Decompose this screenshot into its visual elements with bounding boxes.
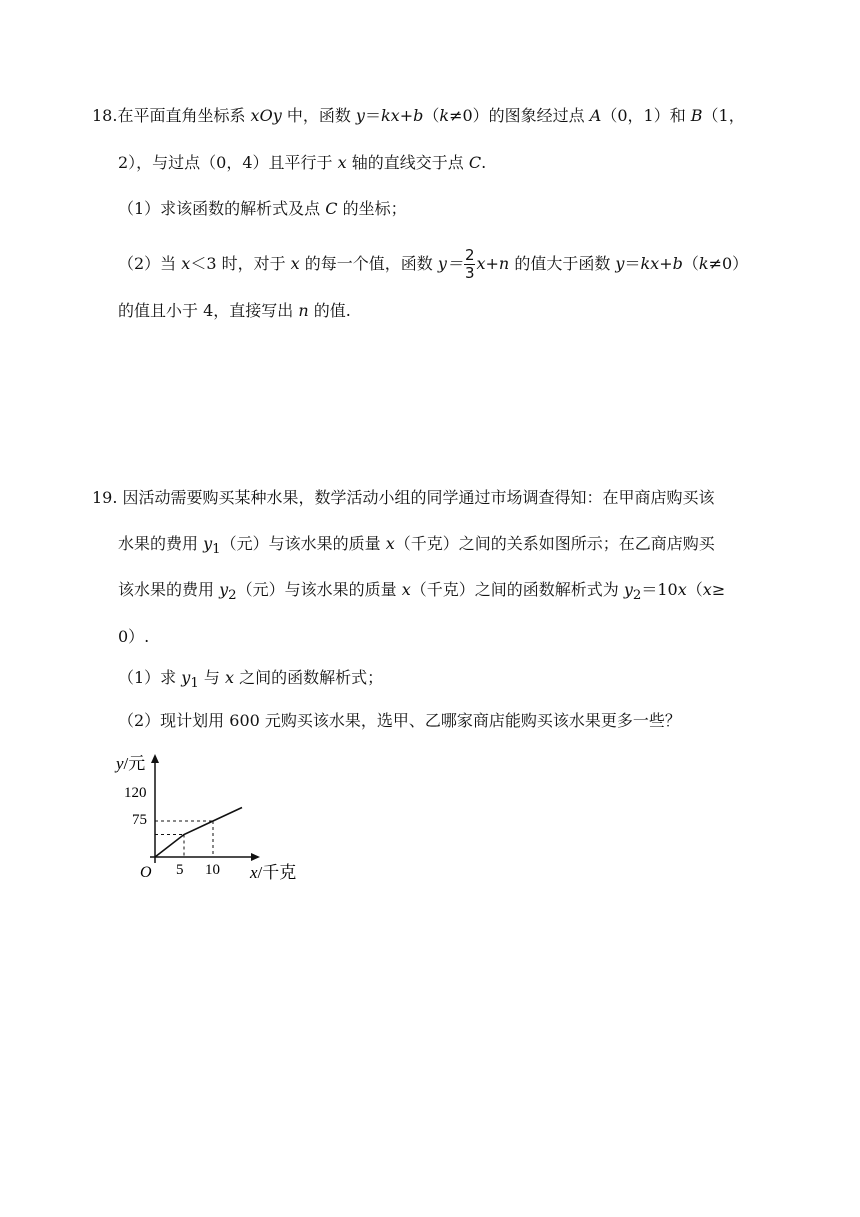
y-tick-120: 120: [124, 785, 147, 801]
q18-text: .: [481, 153, 487, 172]
q19-part1-text: 与: [198, 668, 225, 687]
q18-part2-text: （: [682, 254, 699, 273]
q18-line-1: [92, 106, 745, 126]
q18-text: （: [423, 106, 440, 125]
var-kx: kx: [640, 254, 660, 273]
var-y: y: [219, 580, 229, 599]
y-tick-75: 75: [132, 812, 147, 828]
q18-text: 中，函数: [281, 106, 356, 125]
var-x: x: [385, 534, 395, 553]
q19-line-2: [118, 534, 715, 560]
q18-part1-text: 的坐标；: [337, 199, 407, 218]
origin-label: O: [140, 864, 152, 881]
coord-system-label: xOy: [250, 106, 282, 125]
y-axis-label: y/元: [116, 754, 146, 773]
q19-text: 该水果的费用: [118, 580, 220, 599]
q18-text: （0，1）和: [601, 106, 691, 125]
q18-part-1: [118, 199, 407, 219]
q19-part1-text: （1）求: [118, 668, 182, 687]
q19-text: ＝10: [641, 580, 678, 599]
y-axis-arrow: [151, 754, 159, 763]
var-x: x: [677, 580, 687, 599]
point-a: A: [589, 106, 602, 125]
subscript-1: 1: [190, 676, 199, 692]
subscript-1: 1: [212, 542, 221, 558]
q18-part2-text: +: [659, 254, 673, 273]
q18-part2-text: 的值且小于 4，直接写出: [118, 301, 299, 320]
q18-text: +: [399, 106, 414, 125]
q18-text: 轴的直线交于点: [346, 153, 469, 172]
q19-part-2: [118, 711, 681, 731]
var-x: x: [181, 254, 191, 273]
fraction-denominator: 3: [464, 264, 475, 282]
q19-part1-text: 之间的函数解析式；: [234, 668, 384, 687]
x-tick-10: 10: [205, 862, 220, 878]
var-k: k: [439, 106, 450, 125]
fraction-two-thirds: [464, 248, 476, 281]
q18-part2-text: ≠0）: [708, 254, 749, 273]
q18-text: （1，: [702, 106, 745, 125]
q18-text: ≠0）: [449, 106, 489, 125]
var-x: x: [401, 580, 411, 599]
var-y: y＝: [437, 254, 463, 273]
var-n: n: [298, 301, 309, 320]
q19-text: 19. 因活动需要购买某种水果，数学活动小组的同学通过市场调查得知：在甲商店购买该: [92, 488, 715, 507]
q18-part2-text: 的每一个值，函数: [299, 254, 438, 273]
point-c: C: [325, 199, 338, 218]
point-c: C: [468, 153, 482, 172]
var-x: x: [702, 580, 712, 599]
q19-text: （元）与该水果的质量: [220, 534, 386, 553]
q19-line-1: [92, 488, 715, 508]
q18-part1-text: （1）求该函数的解析式及点: [118, 199, 326, 218]
var-x: x: [476, 254, 486, 273]
fraction-numerator: 2: [464, 246, 475, 264]
q18-part-2-line-2: [118, 301, 351, 321]
var-b: b: [413, 106, 424, 125]
var-n: n: [498, 254, 510, 273]
q19-line-4: [118, 627, 149, 647]
var-kx: kx: [380, 106, 400, 125]
var-y: y: [355, 106, 365, 125]
q19-line-3: [118, 580, 725, 606]
q18-part2-text: +: [485, 254, 499, 273]
q19-text: （千克）之间的关系如图所示；在乙商店购买: [394, 534, 715, 553]
var-y: y: [615, 254, 625, 273]
q18-part2-text: 的值.: [308, 301, 351, 320]
q18-part-2: [118, 248, 748, 281]
q18-line-2: [118, 153, 486, 173]
var-y: y: [203, 534, 213, 553]
q18-text: 18.在平面直角坐标系: [92, 106, 251, 125]
x-tick-5: 5: [176, 862, 184, 878]
subscript-2: 2: [228, 588, 237, 604]
q19-part-1: [118, 668, 383, 694]
q19-text: 水果的费用: [118, 534, 204, 553]
q19-text: （: [686, 580, 703, 599]
x-axis-arrow: [251, 853, 260, 861]
q18-part2-text: ＝: [624, 254, 641, 273]
q18-part2-text: （2）当: [118, 254, 182, 273]
var-k: k: [698, 254, 709, 273]
var-x: x: [337, 153, 347, 172]
q18-text: 2），与过点（0，4）且平行于: [118, 153, 338, 172]
cost-weight-graph: [100, 745, 330, 895]
var-x: x: [290, 254, 300, 273]
q19-text: ≥: [711, 580, 726, 599]
q19-text: 0）.: [118, 627, 150, 646]
var-y: y: [623, 580, 633, 599]
cost-function-line: [155, 808, 242, 858]
q18-part2-text: 的值大于函数: [509, 254, 616, 273]
q18-text: ＝: [364, 106, 381, 125]
q19-text: （千克）之间的函数解析式为: [410, 580, 624, 599]
x-axis-label: x/千克: [250, 863, 297, 882]
q19-part2-text: （2）现计划用 600 元购买该水果，选甲、乙哪家商店能购买该水果更多一些？: [118, 711, 681, 730]
var-y: y: [181, 668, 191, 687]
q19-text: （元）与该水果的质量: [236, 580, 402, 599]
subscript-2: 2: [632, 588, 642, 604]
q18-part2-text: ＜3 时，对于: [190, 254, 291, 273]
q18-text: 的图象经过点: [488, 106, 590, 125]
point-b: B: [690, 106, 703, 125]
var-x: x: [225, 668, 235, 687]
var-b: b: [672, 254, 683, 273]
